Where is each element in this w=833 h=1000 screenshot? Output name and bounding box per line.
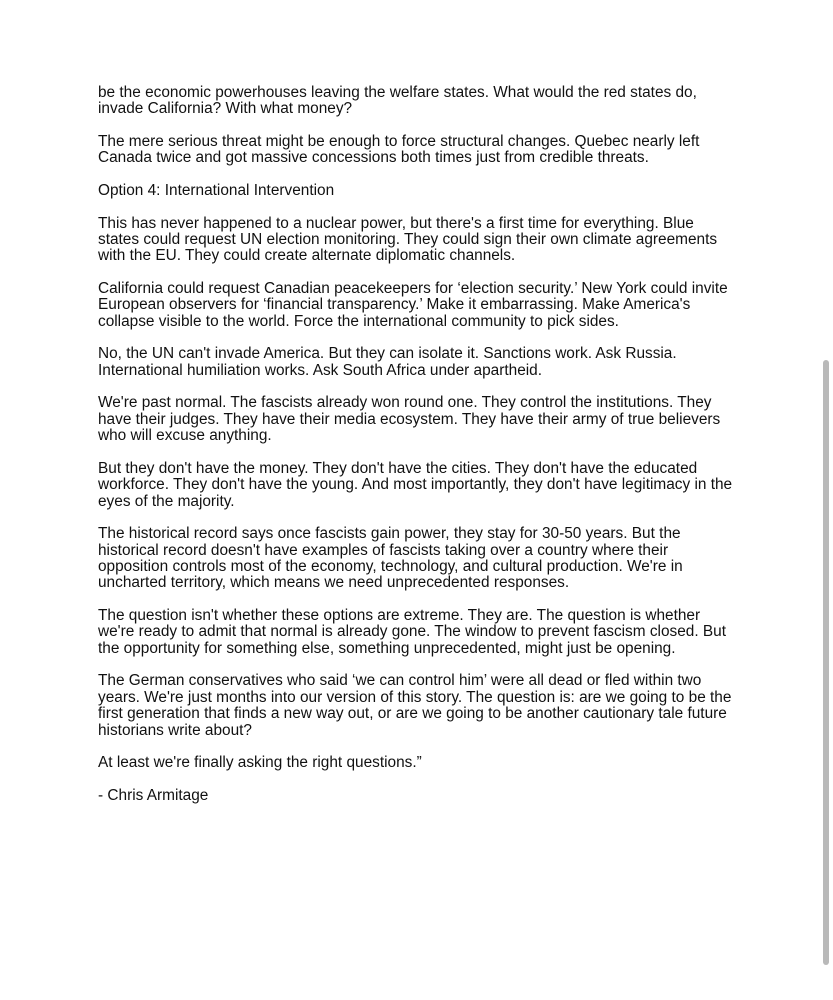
paragraph-6: We're past normal. The fascists already won round one. They control the institutions. They have their judges. They have their media ecosystem. They have their army of true believers who will excuse anything. <box>98 394 721 445</box>
section-heading-option-4: Option 4: International Intervention <box>98 182 335 199</box>
paragraph-4: California could request Canadian peacekeepers for ‘election security.’ New York could invite European observers for ‘financial transparency.’ Make it embarrassing. Make America's collapse visible to the world. Force the international community to pick sides. <box>98 280 728 330</box>
closing-line: At least we're finally asking the right questions.” <box>98 754 422 772</box>
paragraph-3: This has never happened to a nuclear power, but there's a first time for everything. Blue states could request UN election monitoring. They could sign their own climate agreements with the EU. They could create alternate diplomatic channels. <box>98 214 718 265</box>
author-signature: - Chris Armitage <box>98 786 209 804</box>
paragraph-10: The German conservatives who said ‘we can control him’ were all dead or fled within two years. We're just months into our version of this story. The question is: are we going to be the first generation that finds a new way out, or are we going to be another cautionary tale future historians write about? <box>98 672 732 739</box>
paragraph-9: The question isn't whether these options are extreme. They are. The question is whether we're ready to admit that normal is already gone. The window to prevent fascism closed. But the opportunity for something else, something unprecedented, might just be opening. <box>98 607 726 657</box>
vertical-scrollbar-thumb[interactable] <box>823 360 829 965</box>
paragraph-8: The historical record says once fascists gain power, they stay for 30-50 years. But the historical record doesn't have examples of fascists taking over a country where their opposition controls most of the economy, technology, and cultural production. We're in uncharted territory, which means we need unprecedented responses. <box>98 525 683 592</box>
article-body <box>98 85 738 820</box>
paragraph-1: be the economic powerhouses leaving the welfare states. What would the red states do, invade California? With what money? <box>98 84 697 118</box>
paragraph-7: But they don't have the money. They don't have the cities. They don't have the educated workforce. They don't have the young. And most importantly, they don't have legitimacy in the eyes of the majority. <box>98 459 733 510</box>
paragraph-5: No, the UN can't invade America. But they can isolate it. Sanctions work. Ask Russia. International humiliation works. Ask South Africa under apartheid. <box>98 345 677 379</box>
paragraph-2: The mere serious threat might be enough to force structural changes. Quebec nearly left Canada twice and got massive concessions both times just from credible threats. <box>98 133 700 167</box>
